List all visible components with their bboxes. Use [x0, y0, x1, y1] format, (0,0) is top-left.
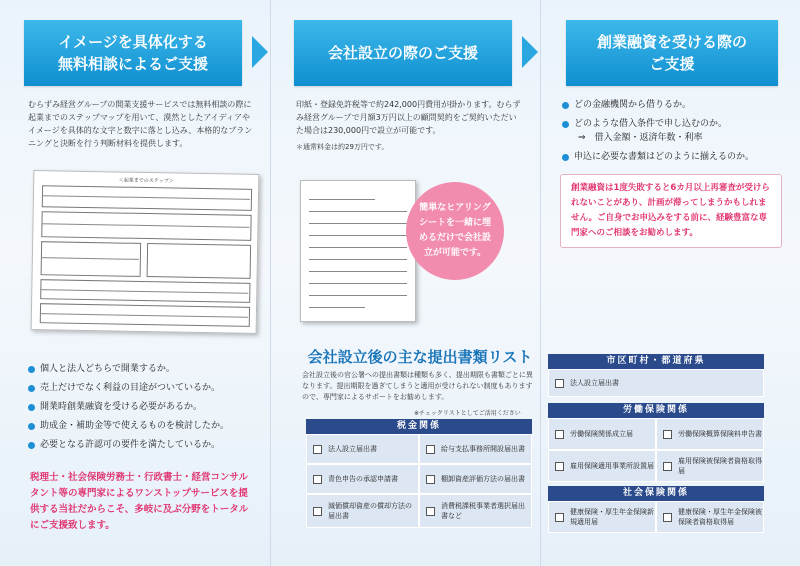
doc-item[interactable]: 労働保険関係成立届 [548, 418, 656, 450]
doc-item[interactable]: 法人設立届出書 [306, 434, 419, 464]
panel-divider-left [270, 0, 271, 566]
doc-item[interactable]: 給与支払事務所開設届出書 [419, 434, 532, 464]
list-item-text: どのような借入条件で申し込むのか。 [574, 119, 728, 129]
banner-line-1: 創業融資を受ける際の [596, 33, 747, 51]
banner-line-2: 無料相談によるご支援 [57, 55, 208, 73]
city-header: 市区町村・都道府県 [548, 354, 764, 369]
doc-item[interactable]: 消費税課税事業者選択届出書など [419, 494, 532, 528]
panel1-closing: 税理士・社会保険労務士・行政書士・経営コンサルタント等の専門家によるワンストップサービスを提供する当社だからこそ、多岐に及ぶ分野をトータルにご支援致します。 [30, 472, 249, 531]
doc-item[interactable]: 健康保険・厚生年金保険新規適用届 [548, 501, 656, 533]
panel1-intro: むらずみ経営グループの開業支援サービスでは無料相談の際に起業までのステップマップを用いて、漠然としたアイディアやイメージを具体的な文字と数字に落とし込み、本格的なプランニングと決断を行う判断材料を提供します。 [28, 100, 253, 148]
list-item: どの金融機関から借りるか。 [562, 98, 790, 112]
checkbox[interactable] [663, 430, 672, 439]
checkbox[interactable] [663, 462, 672, 471]
list-item: 必要となる許認可の要件を満たしているか。 [28, 438, 264, 452]
checkbox[interactable] [313, 445, 322, 454]
sheet-title: ＜起業までのステップ＞ [118, 177, 174, 185]
documents-title: 会社設立後の主な提出書類リスト [307, 348, 533, 366]
doc-item[interactable]: 健康保険・厚生年金保険被保険者資格取得届 [656, 501, 764, 533]
checkbox[interactable] [426, 445, 435, 454]
doc-item[interactable]: 労働保険概算保険料申告書 [656, 418, 764, 450]
doc-item[interactable]: 雇用保険適用事業所設置届 [548, 450, 656, 482]
banner-startup-loan [566, 20, 778, 86]
list-item [562, 117, 790, 145]
checkbox[interactable] [663, 513, 672, 522]
doc-item[interactable]: 青色申告の承認申請書 [306, 464, 419, 494]
checkbox[interactable] [313, 475, 322, 484]
list-item: 売上だけでなく利益の目途がついているか。 [28, 381, 264, 395]
arrow-right-icon [252, 36, 268, 68]
labor-header: 労働保険関係 [548, 403, 764, 418]
checkbox[interactable] [426, 507, 435, 516]
checkbox[interactable] [555, 462, 564, 471]
doc-item[interactable]: 法人設立届出書 [548, 369, 764, 397]
checkbox[interactable] [555, 379, 564, 388]
sub-item: ⇒ 借入金額・返済年数・利率 [578, 133, 703, 143]
banner-line-1: イメージを具体化する [58, 33, 208, 51]
checkbox[interactable] [555, 430, 564, 439]
hearing-sheet [300, 180, 416, 322]
tax-header: 税金関係 [306, 419, 532, 434]
banner-company-setup [294, 20, 512, 86]
list-item: 個人と法人どちらで開業するか。 [28, 362, 264, 376]
panel1-checklist [28, 362, 264, 457]
callout-text: 簡単なヒアリングシートを一緒に埋めるだけで会社設立が可能です。 [418, 203, 491, 258]
checkbox[interactable] [313, 507, 322, 516]
doc-item[interactable]: 減価償却資産の償却方法の届出書 [306, 494, 419, 528]
banner-free-consultation [24, 20, 242, 86]
arrow-right-icon [522, 36, 538, 68]
list-item: 申込に必要な書類はどのように揃えるのか。 [562, 150, 790, 164]
banner-line-2: ご支援 [649, 55, 695, 73]
hearing-sheet-callout [406, 182, 504, 280]
step-map-sheet [31, 170, 260, 334]
checkbox[interactable] [555, 513, 564, 522]
doc-item[interactable]: 棚卸資産評価方法の届出書 [419, 464, 532, 494]
documents-note: ※チェックリストとしてご活用ください [414, 410, 521, 417]
panel2-note: ＊通常料金は約29万円です。 [296, 143, 389, 151]
banner-line: 会社設立の際のご支援 [327, 44, 478, 62]
list-item: 開業時創業融資を受ける必要があるか。 [28, 400, 264, 414]
list-item: 助成金・補助金等で使えるものを検討したか。 [28, 419, 264, 433]
checkbox[interactable] [426, 475, 435, 484]
loan-notice: 創業融資は1度失敗すると6カ月以上再審査が受けられないことがあり、計画が滞ってしまうかもしれません。ご自身でお申込みをする前に、経験豊富な専門家へのご相談をお勧めします。 [560, 174, 782, 248]
panel-divider-right [540, 0, 541, 566]
panel2-intro: 印紙・登録免許税等で約242,000円費用が掛かります。むらずみ経営グループで月額3万円以上の顧問契約をご契約いただいた場合は230,000円で設立が可能です。 [296, 100, 521, 135]
doc-item[interactable]: 雇用保険被保険者資格取得届 [656, 450, 764, 482]
social-header: 社会保険関係 [548, 486, 764, 501]
panel3-checklist [562, 98, 790, 169]
documents-intro: 会社設立後の官公署への提出書類は種類も多く、提出期限も書類ごとに異なります。提出期限を過ぎてしまうと適用が受けられない制度もありますので、専門家によるサポートをお勧めします。 [302, 371, 533, 401]
